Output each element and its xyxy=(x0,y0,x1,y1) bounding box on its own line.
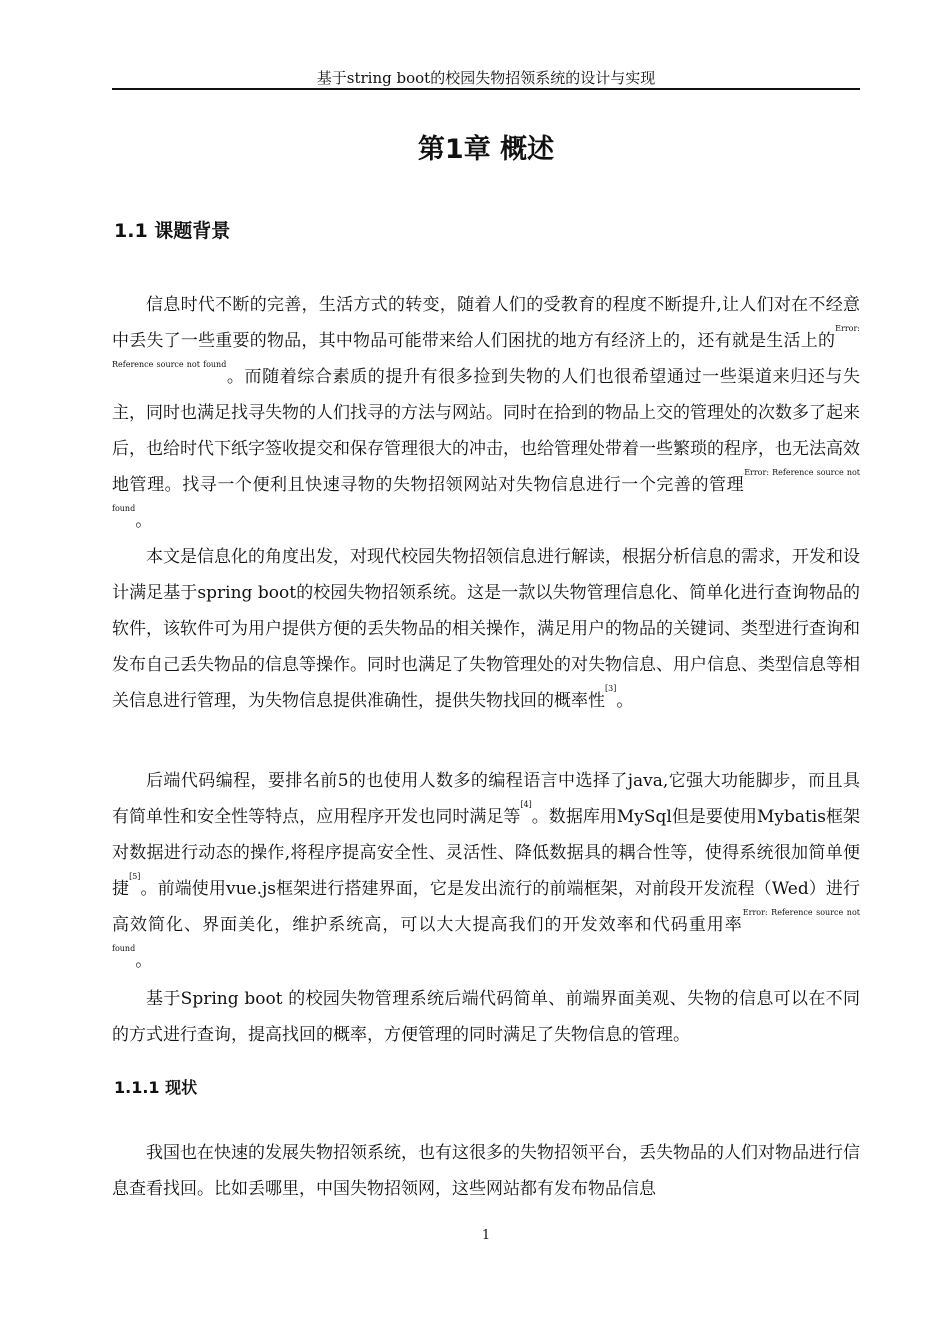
paragraph-text: 。数据库用MySql但是要使用Mybatis框架对数据进行动态的操作,将程序提高安全性、灵活性、降低数据具的耦合性等，使得系统很加简单便捷 xyxy=(112,807,861,899)
citation: [4] xyxy=(520,800,532,809)
paragraph-text: 基于Spring boot 的校园失物管理系统后端代码简单、前端界面美观、失物的信息可以在不同的方式进行查询，提高找回的概率，方便管理的同时满足了失物信息的管理。 xyxy=(112,989,860,1045)
section-title: 1.1 课题背景 xyxy=(114,220,231,242)
reference-error: Error: Reference source not found xyxy=(112,468,860,513)
citation: [3] xyxy=(605,684,617,693)
reference-error: Error: Reference source not found xyxy=(112,908,860,953)
subsection-title: 1.1.1 现状 xyxy=(114,1078,198,1097)
paragraph-background-2 xyxy=(112,539,860,719)
paragraph-text: 。 xyxy=(135,951,153,971)
running-header: 基于string boot的校园失物招领系统的设计与实现 xyxy=(316,69,656,87)
paragraph-text: 本文是信息化的角度出发，对现代校园失物招领信息进行解读，根据分析信息的需求，开发和设计满足基于spring boot的校园失物招领系统。这是一款以失物管理信息化、简单化进行查询物品的软件，该软件可为用户提供方便的丢失物品的相关操作，满足用户的物品的关键词、类型进行查询和发布自己丢失物品的信息等操作。同时也满足了失物管理处的对失物信息、用户信息、类型信息等相关信息进行管理，为失物信息提供准确性，提供失物找回的概率性 xyxy=(112,547,860,711)
paragraph-text: 信息时代不断的完善，生活方式的转变，随着人们的受教育的程度不断提升,让人们对在不经意中丢失了一些重要的物品，其中物品可能带来给人们困扰的地方有经济上的，还有就是生活上的 xyxy=(112,295,860,351)
header-divider xyxy=(112,88,860,90)
paragraph-background-3 xyxy=(112,763,860,979)
chapter-title: 第1章 概述 xyxy=(417,134,555,165)
paragraph-text: 。而随着综合素质的提升有很多捡到失物的人们也很希望通过一些渠道来归还与失主，同时也满足找寻失物的人们找寻的方法与网站。同时在拾到的物品上交的管理处的次数多了起来后，也给时代下纸字签收提交和保存管理很大的冲击，也给管理处带着一些繁琐的程序，也无法高效地管理。找寻一个便利且快速寻物的失物招领网站对失物信息进行一个完善的管理 xyxy=(112,367,861,495)
paragraph-text: 。 xyxy=(135,511,153,531)
paragraph-background-4 xyxy=(112,981,860,1053)
page-number: 1 xyxy=(481,1228,491,1243)
paragraph-text: 。 xyxy=(616,691,634,711)
reference-error: Error: Reference source not found xyxy=(112,324,860,369)
paragraph-text: 。前端使用vue.js框架进行搭建界面，它是发出流行的前端框架，对前段开发流程（Wed）进行高效简化、界面美化，维护系统高，可以大大提高我们的开发效率和代码重用率 xyxy=(112,879,860,935)
paragraph-background-1 xyxy=(112,287,860,539)
paragraph-status-1 xyxy=(112,1135,860,1207)
citation: [5] xyxy=(129,872,141,881)
paragraph-text: 后端代码编程，要排名前5的也使用人数多的编程语言中选择了java,它强大功能脚步，而且具有简单性和安全性等特点，应用程序开发也同时满足等 xyxy=(112,771,860,827)
paragraph-text: 我国也在快速的发展失物招领系统，也有这很多的失物招领平台，丢失物品的人们对物品进行信息查看找回。比如丢哪里，中国失物招领网，这些网站都有发布物品信息 xyxy=(112,1143,860,1199)
